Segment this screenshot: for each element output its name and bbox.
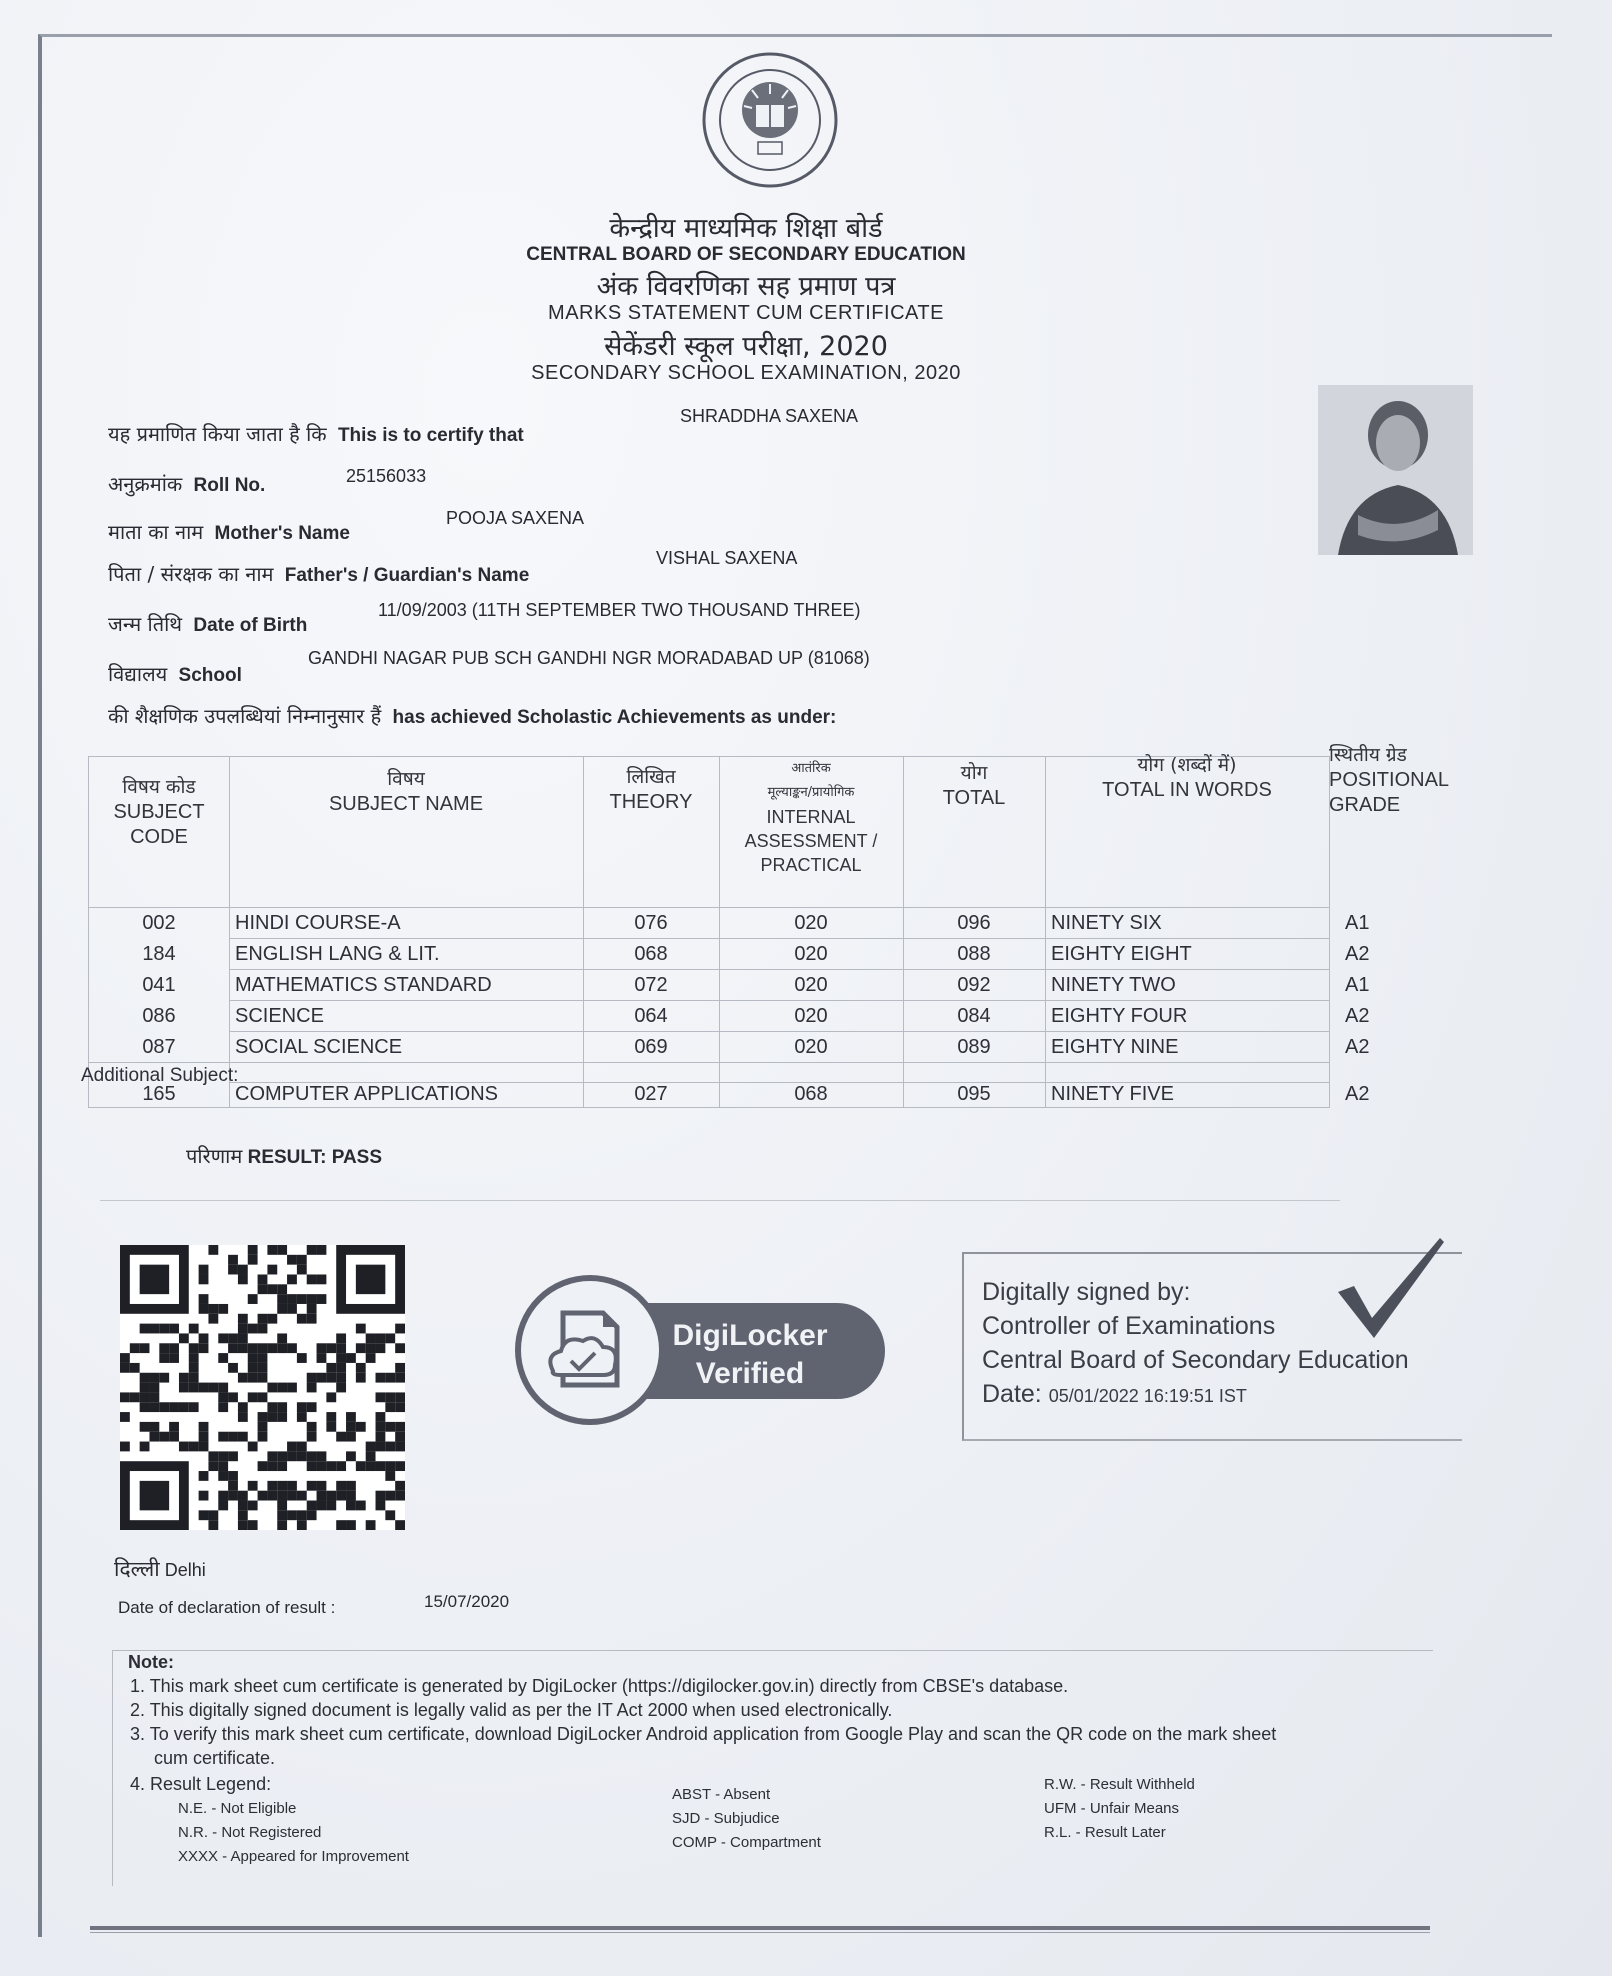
table-row-1-total: 096 bbox=[957, 912, 991, 934]
signer-organisation: Central Board of Secondary Education bbox=[982, 1346, 1409, 1374]
table-row-2-grade: A2 bbox=[1345, 943, 1370, 965]
additional-row-words: NINETY FIVE bbox=[1051, 1083, 1174, 1105]
place: दिल्ली Delhi bbox=[114, 1557, 206, 1581]
achievement-line bbox=[108, 702, 836, 729]
father-hindi: पिता / संरक्षक का नाम bbox=[108, 562, 274, 586]
board-name-hindi: केन्द्रीय माध्यमिक शिक्षा बोर्ड bbox=[609, 213, 883, 244]
roll-hindi: अनुक्रमांक bbox=[108, 472, 183, 496]
certify-hindi: यह प्रमाणित किया जाता है कि bbox=[108, 422, 327, 446]
table-row-4-grade: A2 bbox=[1345, 1005, 1370, 1027]
table-row-1-grade: A1 bbox=[1345, 912, 1370, 934]
declaration-label: Date of declaration of result : bbox=[118, 1598, 336, 1617]
table-row-3-grade: A1 bbox=[1345, 974, 1370, 996]
exam-title: SECONDARY SCHOOL EXAMINATION, 2020 bbox=[531, 362, 961, 384]
table-row-4-ia: 020 bbox=[794, 1005, 828, 1027]
table-row-3-words: NINETY TWO bbox=[1051, 974, 1176, 996]
dob-label: Date of Birth bbox=[193, 615, 308, 636]
table-row-1-name: HINDI COURSE-A bbox=[235, 912, 401, 934]
legend-ufm: UFM - Unfair Means bbox=[1044, 1800, 1180, 1817]
note-item-4: 4. Result Legend: bbox=[130, 1774, 272, 1794]
table-row-3-ia: 020 bbox=[794, 974, 828, 996]
mother-label: Mother's Name bbox=[214, 523, 350, 544]
mother-name: POOJA SAXENA bbox=[446, 508, 585, 528]
bottom-rule-thin bbox=[90, 1932, 1430, 1933]
additional-row-code: 165 bbox=[142, 1083, 176, 1105]
table-row-5-words: EIGHTY NINE bbox=[1051, 1036, 1179, 1058]
legend-sjd: SJD - Subjudice bbox=[672, 1810, 780, 1827]
header-subject-name: विषय SUBJECT NAME bbox=[328, 768, 484, 815]
achieved-hindi: की शैक्षणिक उपलब्धियां निम्नानुसार हैं bbox=[108, 704, 382, 728]
table-row-5-name: SOCIAL SCIENCE bbox=[235, 1036, 403, 1058]
table-row-4-words: EIGHTY FOUR bbox=[1051, 1005, 1188, 1027]
roll-label: Roll No. bbox=[193, 475, 266, 496]
achieved-label: has achieved Scholastic Achievements as under: bbox=[392, 707, 837, 728]
table-row-5-total: 089 bbox=[957, 1036, 991, 1058]
declaration-date: 15/07/2020 bbox=[424, 1592, 510, 1611]
school-label: School bbox=[178, 665, 242, 686]
board-name: CENTRAL BOARD OF SECONDARY EDUCATION bbox=[526, 244, 966, 265]
table-row-2-code: 184 bbox=[142, 943, 176, 965]
legend-nr: N.R. - Not Registered bbox=[178, 1824, 322, 1841]
school-line bbox=[108, 660, 242, 687]
header-subject-code: विषय कोड SUBJECT CODE bbox=[113, 776, 205, 848]
bottom-rule bbox=[90, 1926, 1430, 1930]
note-item-1: 1. This mark sheet cum certificate is generated by DigiLocker (https://digilocker.gov.in) directly from CBSE's database. bbox=[130, 1676, 1069, 1696]
roll-line bbox=[108, 470, 265, 497]
table-row-2-name: ENGLISH LANG & LIT. bbox=[235, 943, 440, 965]
result-hindi: परिणाम bbox=[186, 1144, 243, 1168]
legend-rw: R.W. - Result Withheld bbox=[1044, 1776, 1195, 1793]
table-row-2-ia: 020 bbox=[794, 943, 828, 965]
signed-by-label: Digitally signed by: bbox=[982, 1278, 1191, 1306]
table-row-3-name: MATHEMATICS STANDARD bbox=[235, 974, 492, 996]
result-label: RESULT: bbox=[247, 1147, 327, 1168]
note-item-3-cont: cum certificate. bbox=[154, 1748, 276, 1768]
additional-row-total: 095 bbox=[957, 1083, 991, 1105]
school-hindi: विद्यालय bbox=[108, 662, 168, 686]
document-title-hindi: अंक विवरणिका सह प्रमाण पत्र bbox=[596, 271, 896, 302]
candidate-photo bbox=[1318, 385, 1473, 555]
exam-title-hindi: सेकेंडरी स्कूल परीक्षा, 2020 bbox=[604, 331, 888, 362]
table-row-2-theory: 068 bbox=[634, 943, 668, 965]
table-row-2-total: 088 bbox=[957, 943, 991, 965]
badge-line1: DigiLocker bbox=[672, 1319, 828, 1352]
header-theory: लिखित THEORY bbox=[609, 766, 693, 813]
date-of-birth: 11/09/2003 (11TH SEPTEMBER TWO THOUSAND THREE) bbox=[378, 600, 861, 620]
header-internal-assessment: आतंरिक मूल्याङ्कन/प्रायोगिक INTERNAL ASSESSMENT / PRACTICAL bbox=[744, 761, 878, 875]
document-title: MARKS STATEMENT CUM CERTIFICATE bbox=[548, 302, 944, 324]
mother-line bbox=[108, 518, 350, 545]
table-row-4-total: 084 bbox=[957, 1005, 991, 1027]
header-total-in-words: योग (शब्दों में) TOTAL IN WORDS bbox=[1102, 754, 1272, 801]
note-item-3: 3. To verify this mark sheet cum certificate, download DigiLocker Android application from Google Play and scan the QR code on the mark sheet bbox=[130, 1724, 1277, 1744]
table-row-5-grade: A2 bbox=[1345, 1036, 1370, 1058]
roll-number: 25156033 bbox=[346, 466, 427, 486]
digilocker-verified-badge bbox=[515, 1275, 890, 1425]
table-row-3-code: 041 bbox=[142, 974, 176, 996]
table-row-4-name: SCIENCE bbox=[235, 1005, 324, 1027]
marks-table bbox=[81, 744, 1450, 1108]
certify-label: This is to certify that bbox=[337, 425, 524, 446]
father-line bbox=[108, 560, 529, 587]
additional-subject-label: Additional Subject: bbox=[81, 1065, 239, 1086]
school-name: GANDHI NAGAR PUB SCH GANDHI NGR MORADABAD UP (81068) bbox=[308, 648, 870, 668]
table-row-1-words: NINETY SIX bbox=[1051, 912, 1162, 934]
additional-row-grade: A2 bbox=[1345, 1083, 1370, 1105]
header-total: योग TOTAL bbox=[942, 762, 1006, 809]
table-row-5-code: 087 bbox=[142, 1036, 176, 1058]
result-line bbox=[186, 1142, 382, 1169]
header-positional-grade: स्थितीय ग्रेड POSITIONAL GRADE bbox=[1329, 744, 1450, 816]
qr-code[interactable] bbox=[120, 1245, 405, 1530]
note-item-2: 2. This digitally signed document is legally valid as per the IT Act 2000 when used electronically. bbox=[130, 1700, 893, 1720]
signer-title: Controller of Examinations bbox=[982, 1312, 1276, 1340]
note-title: Note: bbox=[128, 1652, 174, 1672]
legend-xxxx: XXXX - Appeared for Improvement bbox=[178, 1848, 409, 1865]
mother-hindi: माता का नाम bbox=[108, 520, 204, 544]
table-row-5-theory: 069 bbox=[634, 1036, 668, 1058]
signature-date: Date: 05/01/2022 16:19:51 IST bbox=[982, 1380, 1247, 1408]
table-row-4-theory: 064 bbox=[634, 1005, 668, 1027]
additional-row-name: COMPUTER APPLICATIONS bbox=[235, 1083, 499, 1105]
badge-line2: Verified bbox=[695, 1357, 805, 1390]
result-value: PASS bbox=[331, 1147, 383, 1168]
table-row-5-ia: 020 bbox=[794, 1036, 828, 1058]
father-label: Father's / Guardian's Name bbox=[284, 565, 530, 586]
table-row-3-theory: 072 bbox=[634, 974, 668, 996]
legend-ne: N.E. - Not Eligible bbox=[178, 1800, 297, 1817]
father-name: VISHAL SAXENA bbox=[656, 548, 798, 568]
check-mark-icon bbox=[1330, 1230, 1450, 1350]
table-row-2-words: EIGHTY EIGHT bbox=[1051, 943, 1192, 965]
dob-line bbox=[108, 610, 307, 637]
cbse-emblem-icon bbox=[700, 50, 840, 190]
portrait-image bbox=[1318, 385, 1473, 555]
table-row-4-code: 086 bbox=[142, 1005, 176, 1027]
legend-rl: R.L. - Result Later bbox=[1044, 1824, 1166, 1841]
legend-abst: ABST - Absent bbox=[672, 1786, 771, 1803]
certify-line bbox=[108, 420, 524, 447]
legend-comp: COMP - Compartment bbox=[672, 1834, 821, 1851]
table-row-1-code: 002 bbox=[142, 912, 176, 934]
table-row-3-total: 092 bbox=[957, 974, 991, 996]
candidate-name: SHRADDHA SAXENA bbox=[680, 406, 859, 426]
table-box-bottom bbox=[100, 1200, 1340, 1201]
additional-row-theory: 027 bbox=[634, 1083, 668, 1105]
dob-hindi: जन्म तिथि bbox=[108, 612, 183, 636]
table-row-1-ia: 020 bbox=[794, 912, 828, 934]
additional-row-ia: 068 bbox=[794, 1083, 828, 1105]
table-row-1-theory: 076 bbox=[634, 912, 668, 934]
